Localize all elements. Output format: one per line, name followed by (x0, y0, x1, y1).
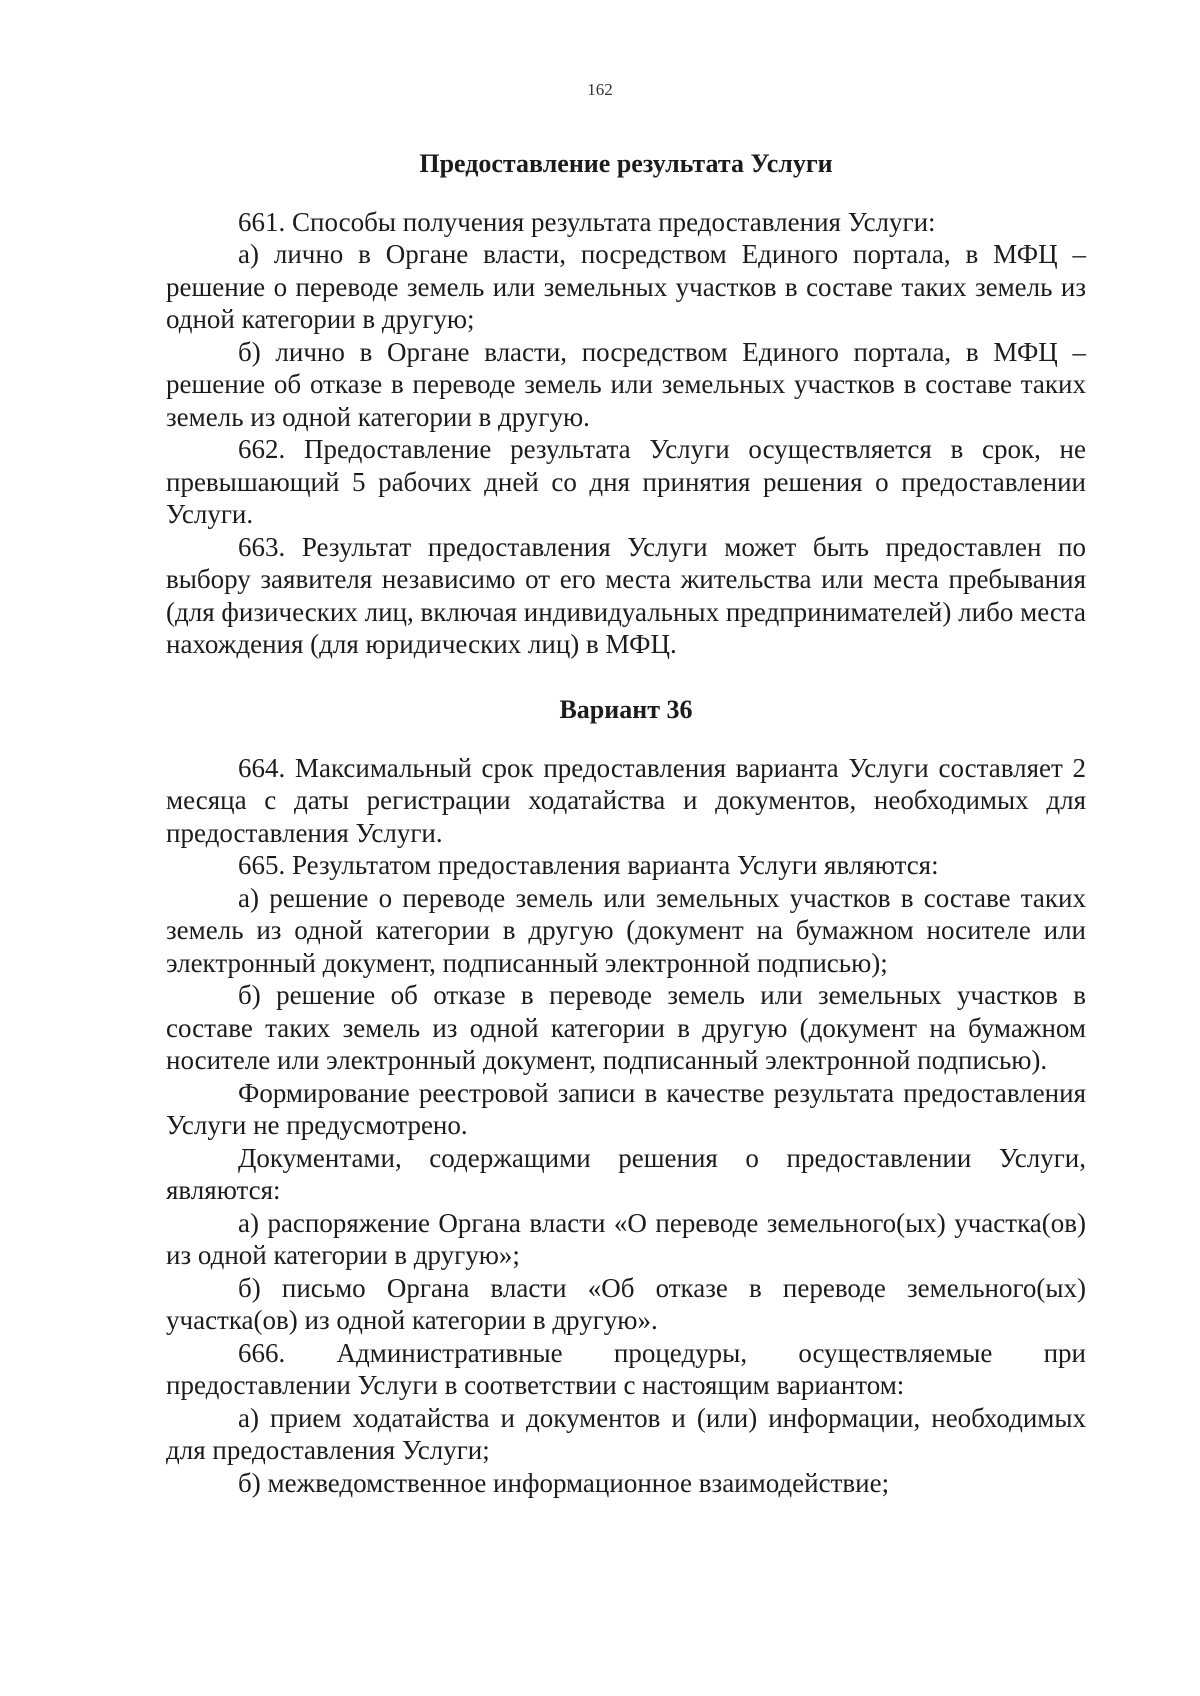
paragraph-662: 662. Предоставление результата Услуги осуществляется в срок, не превышающий 5 рабочих дней со дня принятия решения о предоставлении Услуги. (166, 434, 1086, 529)
paragraph-665: 665. Результатом предоставления варианта Услуги являются: (238, 850, 939, 880)
paragraph-decision-documents: Документами, содержащими решения о предоставлении Услуги, являются: (166, 1142, 1086, 1205)
paragraph-661: 661. Способы получения результата предоставления Услуги: (238, 206, 936, 237)
section-result-provision (166, 148, 1086, 661)
paragraph-665-a: а) решение о переводе земель или земельных участков в составе таких земель из одной категории в другую (документ на бумажном носителе или электронный документ, подписанный электронной подписью); (166, 882, 1086, 978)
paragraph-661-b: б) лично в Органе власти, посредством Единого портала, в МФЦ – решение об отказе в переводе земель или земельных участков в составе таких земель из одной категории в другую. (166, 336, 1086, 432)
section-variant-36 (166, 694, 1086, 1499)
paragraph-664: 664. Максимальный срок предоставления варианта Услуги составляет 2 месяца с даты регистрации ходатайства и документов, необходимых для предоставления Услуги. (166, 752, 1086, 848)
page-number: 162 (587, 80, 613, 99)
paragraph-665-b: б) решение об отказе в переводе земель или земельных участков в составе таких земель из одной категории в другую (документ на бумажном носителе или электронный документ, подписанный электронной подписью). (166, 980, 1086, 1075)
paragraph-666: 666. Административные процедуры, осуществляемые при предоставлении Услуги в соответствии с настоящим вариантом: (166, 1337, 1086, 1400)
paragraph-documents-b: б) письмо Органа власти «Об отказе в переводе земельного(ых) участка(ов) из одной категории в другую». (166, 1272, 1086, 1335)
paragraph-661-a: а) лично в Органе власти, посредством Единого портала, в МФЦ – решение о переводе земель или земельных участков в составе таких земель из одной категории в другую; (166, 239, 1086, 334)
section-heading: Вариант 36 (559, 695, 693, 724)
paragraph-663: 663. Результат предоставления Услуги может быть предоставлен по выбору заявителя независимо от его места жительства или места пребывания (для физических лиц, включая индивидуальных предпринимателей) либо места нахождения (для юридических лиц) в МФЦ. (166, 531, 1086, 659)
paragraph-registry-note: Формирование реестровой записи в качестве результата предоставления Услуги не предусмотрено. (166, 1077, 1086, 1140)
paragraph-666-a: а) прием ходатайства и документов и (или) информации, необходимых для предоставления Услуги; (166, 1402, 1086, 1465)
section-heading: Предоставление результата Услуги (419, 149, 833, 178)
paragraph-documents-a: а) распоряжение Органа власти «О переводе земельного(ых) участка(ов) из одной категории в другую»; (166, 1207, 1086, 1270)
paragraph-666-b: б) межведомственное информационное взаимодействие; (238, 1467, 890, 1498)
